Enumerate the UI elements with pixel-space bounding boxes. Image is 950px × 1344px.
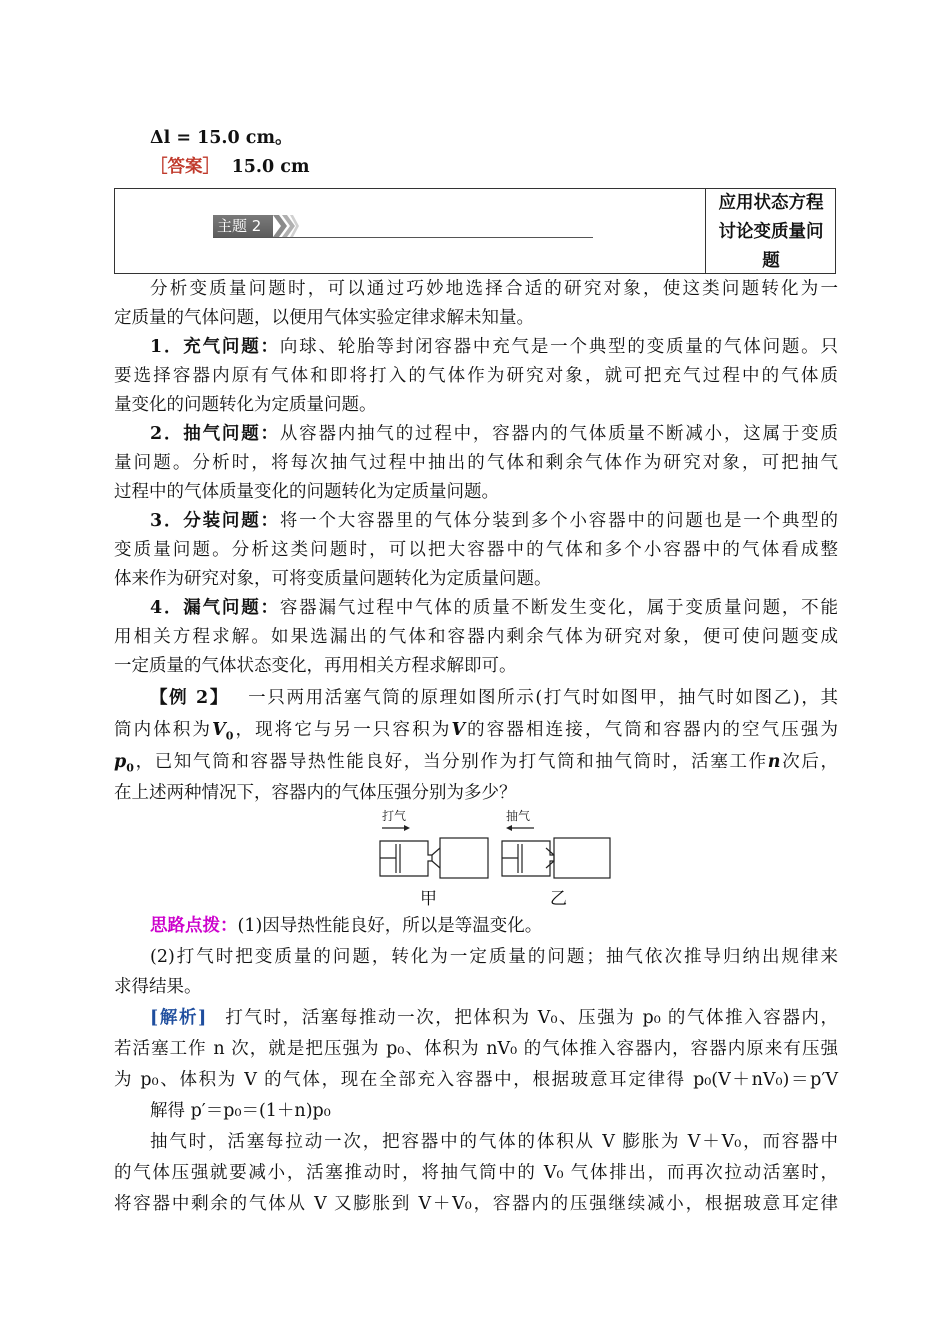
piston-left (380, 844, 400, 873)
item-4-line-1: 4．漏气问题：容器漏气过程中气体的质量不断发生变化，属于变质量问题，不能 (150, 598, 838, 618)
example-line-1: 【例 2】 一只两用活塞气筒的原理如图所示(打气时如图甲，抽气时如图乙)，其 (150, 688, 838, 708)
analysis-line-6: 的气体压强就要减小，活塞推动时，将抽气筒中的 V₀ 气体排出，而再次拉动活塞时， (114, 1163, 838, 1183)
valve-right (546, 848, 554, 868)
piston-right (502, 844, 522, 873)
analysis-line-4: 解得 p′＝p₀＝(1＋n)p₀ (150, 1101, 331, 1121)
caption-yi: 乙 (550, 889, 567, 909)
valve-left (432, 848, 440, 868)
arrow-right-head-icon (404, 825, 410, 831)
analysis-line-2: 若活塞工作 n 次，就是把压强为 p₀、体积为 nV₀ 的气体推入容器内，容器内原来有压强 (114, 1039, 838, 1059)
answer-label: ［答案］ (150, 157, 220, 177)
container-left (440, 838, 488, 878)
example-line-2: 筒内体积为$V_0$，现将它与另一只容积为V的容器相连接，气筒和容器内的空气压强为 (114, 720, 839, 743)
hint-line-1: 思路点拨：(1)因导热性能良好，所以是等温变化。 (150, 916, 543, 936)
analysis-line-5: 抽气时，活塞每拉动一次，把容器中的气体的体积从 V 膨胀为 V＋V₀，而容器中 (150, 1132, 838, 1152)
item-1-line-1: 1．充气问题：向球、轮胎等封闭容器中充气是一个典型的变质量的气体问题。只 (150, 337, 838, 357)
item-2-line-3: 过程中的气体质量变化的问题转化为定质量问题。 (114, 482, 499, 502)
item-4-line-3: 一定质量的气体状态变化，再用相关方程求解即可。 (114, 656, 517, 676)
hint-line-2: (2)打气时把变质量的问题，转化为一定质量的问题；抽气依次推导归纳出规律来 (150, 947, 838, 967)
container-right (554, 838, 610, 878)
item-2-line-2: 量问题。分析时，将每次抽气过程中抽出的气体和剩余气体作为研究对象，可把抽气 (114, 453, 838, 473)
topic-title: 应用状态方程 讨论变质量问 题 (718, 193, 824, 271)
label-deflate: 抽气 (506, 809, 531, 823)
intro-line-2: 定质量的气体问题，以便用气体实验定律求解未知量。 (114, 308, 534, 328)
answer-line (150, 153, 874, 182)
example-line-4: 在上述两种情况下，容器内的气体压强分别为多少？ (114, 783, 517, 803)
pump-diagram (370, 808, 620, 908)
item-1-line-2: 要选择容器内原有气体和即将打入的气体作为研究对象，就可把充气过程中的气体质 (114, 366, 838, 386)
topic-header-box (114, 188, 836, 274)
hint-line-3: 求得结果。 (114, 977, 202, 997)
analysis-line-7: 将容器中剩余的气体从 V 又膨胀到 V＋V₀，容器内的压强继续减小，根据玻意耳定律 (114, 1194, 838, 1214)
item-3-line-2: 变质量问题。分析这类问题时，可以把大容器中的气体和多个小容器中的气体看成整 (114, 540, 838, 560)
item-4-line-2: 用相关方程求解。如果选漏出的气体和容器内剩余气体为研究对象，便可使问题变成 (114, 627, 838, 647)
topic-banner: 主题 2 (213, 215, 273, 237)
answer-value: 15.0 cm (231, 157, 310, 177)
item-3-line-1: 3．分装问题：将一个大容器里的气体分装到多个小容器中的问题也是一个典型的 (150, 511, 838, 531)
analysis-line-1: [解析] 打气时，活塞每推动一次，把体积为 V₀、压强为 p₀ 的气体推入容器内， (150, 1008, 839, 1028)
item-2-line-1: 2．抽气问题：从容器内抽气的过程中，容器内的气体质量不断减小，这属于变质 (150, 424, 838, 444)
intro-line-1: 分析变质量问题时，可以通过巧妙地选择合适的研究对象，使这类问题转化为一 (150, 279, 838, 299)
label-inflate: 打气 (382, 809, 407, 823)
arrow-left-head-icon (506, 825, 512, 831)
delta-l-result: Δl = 15.0 cm。 (150, 128, 293, 148)
example-line-3: $p_0$，已知气筒和容器导热性能良好，当分别作为打气筒和抽气筒时，活塞工作n次后， (114, 752, 839, 775)
banner-underline (213, 237, 593, 238)
analysis-line-3: 为 p₀、体积为 V 的气体，现在全部充入容器中，根据玻意耳定律得 p₀(V＋nV₀)＝p′V (114, 1070, 838, 1090)
banner-stripes-icon (273, 215, 299, 237)
caption-jia: 甲 (420, 889, 437, 909)
item-1-line-3: 量变化的问题转化为定质量问题。 (114, 395, 377, 415)
item-3-line-3: 体来作为研究对象，可将变质量问题转化为定质量问题。 (114, 569, 552, 589)
